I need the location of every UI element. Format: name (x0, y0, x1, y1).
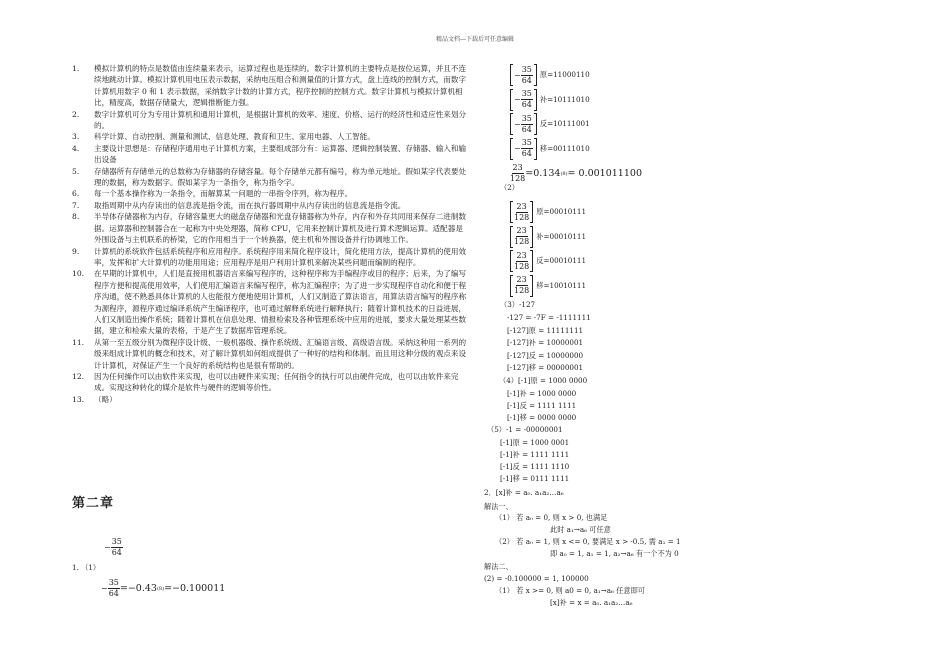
code-line: [-1]移 = 0111 1111 (500, 474, 570, 483)
fraction-numerator: 35 (521, 89, 532, 98)
answer-item (72, 394, 467, 405)
code-value: 反=00010111 (536, 256, 587, 265)
binary-value: = 0.001011100 (567, 168, 642, 179)
method-1-case-2-note: 即 a₀ = 1, a₁ = 1, a₂→a₆ 有一个不为 0 (550, 549, 679, 558)
method-2-label: 解法二、 (484, 562, 513, 571)
fraction-23-128-conversion (510, 164, 642, 183)
right-bracket (530, 275, 533, 297)
method-1-case-1: （1） 若 a₀ = 0, 则 x > 0, 也满足 (495, 513, 608, 522)
answer-item (72, 200, 467, 211)
fraction-numerator: 35 (521, 64, 532, 74)
method-1-case-1-note: 此时 a₁→a₆ 可任意 (550, 525, 611, 534)
fraction (521, 66, 533, 85)
part-3-label: （3）-127 (500, 300, 536, 309)
code-line: [-1]移 = 0000 0000 (507, 413, 577, 422)
fraction-numerator: 23 (516, 250, 527, 260)
part-4-label: （4）[-1]原 = 1000 0000 (499, 376, 588, 385)
decimal-conversion (101, 579, 225, 598)
answer-text: 模拟计算机的特点是数值由连续量来表示，运算过程也是连续的。数字计算机的主要特点是按位运算，并且不连续地跳动计算。模拟计算机用电压表示数据，采纳电压组合和测量值的计算方式，盘上连线的控制方式，而数字计算机用数字 0 和 1 表示数据，采纳数字计数的计算方式，程序控制的控制方式。数字计算机与模拟计算机相比，精度高，数据存储量大，逻辑推断能力强。 (94, 64, 467, 108)
method-2-case-1-note: [x]补 = x = a₀. a₁a₂…a₆ (550, 598, 633, 607)
octal-value: =−0.43 (119, 583, 157, 594)
left-bracket (510, 64, 513, 86)
left-bracket (510, 138, 513, 160)
answer-text: 取指周期中从内存读出的信息流是指令流，而在执行器周期中从内存读出的信息流是指令流。 (94, 200, 406, 210)
answer-text: 每一个基本操作称为一条指令，而解算某一问题的一串指令序列，称为程序。 (94, 189, 353, 199)
fraction-denominator: 128 (514, 237, 530, 246)
code-line: -127 = -7F = -1111111 (507, 313, 591, 322)
answer-text: 主要设计思想是：存储程序通用电子计算机方案，主要组成部分有：运算器、逻辑控制装置、存储器、输入和输出设备 (94, 143, 467, 165)
base-subscript: (8) (560, 170, 568, 177)
left-bracket (510, 113, 513, 135)
code-line: [-1]补 = 1000 0000 (507, 389, 577, 398)
answer-item (72, 246, 467, 269)
answer-number: 8. (72, 212, 80, 222)
code-value: 移=00111010 (539, 143, 590, 153)
fraction-numerator: 23 (512, 163, 523, 172)
page-header: 精品文档---下载后可任意编辑 (435, 36, 515, 43)
method-1-case-2: （2） 若 a₀ = 1, 则 x <= 0, 要满足 x > -0.5, 需 a₁ = 1 (495, 537, 681, 546)
octal-value: =0.134 (525, 168, 561, 179)
method-2-line-0: (2) = -0.100000 = 1, 100000 (484, 574, 589, 583)
code-row (510, 113, 590, 135)
fraction (514, 276, 529, 295)
fraction (111, 538, 123, 557)
question-2-title: 2．[x]补 = a₀. a₁a₂…a₆ (484, 488, 564, 497)
question-1-label: 1. （1） (72, 563, 101, 572)
minus-sign: − (514, 70, 521, 80)
answer-text: 半导体存储器称为内存，存储容量更大的磁盘存储器和光盘存储器称为外存，内存和外存共同用来保存二进制数据。运算器和控制器合在一起称为中央处理器，简称 CPU，它用来控制计算机及进行算术逻辑运算。适配器是外围设备与主机联系的桥梁，它的作用相当于一个转换器，使主机和外围设备并行协调地工作。 (94, 212, 467, 245)
answer-item (72, 337, 467, 371)
fraction-numerator: 23 (516, 201, 527, 211)
code-row (510, 138, 590, 160)
code-value: 原=00010111 (536, 207, 587, 216)
answer-item (72, 109, 467, 132)
fraction-denominator: 128 (510, 174, 526, 183)
base-subscript: (8) (156, 585, 165, 592)
answer-number: 2. (72, 109, 80, 119)
binary-value: =−0.100011 (164, 583, 226, 594)
code-value: 补=00010111 (536, 231, 587, 241)
code-value: 补=10111010 (539, 94, 590, 104)
answer-number: 10. (72, 269, 85, 279)
answer-text: 数字计算机可分为专用计算机和通用计算机，是根据计算机的效率、速度、价格、运行的经济性和适应性来划分的。 (94, 109, 467, 131)
answer-number: 5. (72, 166, 80, 176)
fraction-denominator: 64 (521, 149, 532, 158)
right-bracket (530, 226, 533, 248)
code-line: [-1]反 = 1111 1111 (507, 401, 577, 410)
answer-number: 4. (72, 143, 80, 153)
standalone-fraction (104, 538, 123, 557)
fraction-numerator: 35 (108, 578, 119, 587)
answer-text: 科学计算、自动控制、测量和测试、信息处理、教育和卫生、家用电器、人工智能。 (94, 132, 375, 142)
answer-number: 1. (72, 64, 80, 73)
code-line: [-127]移 = 00000001 (507, 363, 584, 372)
code-row (510, 226, 586, 248)
answer-item (72, 143, 467, 166)
minus-sign: − (514, 144, 521, 153)
right-bracket (534, 89, 537, 111)
answer-number: 9. (72, 246, 80, 256)
fraction (510, 164, 525, 183)
answer-text: （略） (94, 394, 117, 404)
answer-item (72, 63, 467, 109)
code-line: [-1]原 = 1000 0001 (500, 438, 570, 447)
minus-sign: − (101, 584, 108, 593)
answer-number: 12. (72, 371, 85, 381)
answer-text: 因为任何操作可以由软件来实现，也可以由硬件来实现；任何指令的执行可以由硬件完成，也可以由软件来完成。实现这种转化的媒介是软件与硬件的逻辑等价性。 (94, 371, 459, 393)
code-row (510, 64, 590, 86)
right-bracket (534, 113, 537, 135)
answer-item (72, 268, 467, 336)
answer-item (72, 131, 467, 142)
code-line: [-1]补 = 1111 1111 (500, 450, 570, 459)
fraction-denominator: 64 (521, 75, 532, 85)
fraction (514, 227, 529, 246)
code-line: [-1]反 = 1111 1110 (500, 462, 570, 471)
answer-number: 7. (72, 200, 80, 210)
left-bracket (510, 89, 513, 111)
minus-sign: − (514, 95, 521, 104)
fraction-denominator: 64 (521, 100, 532, 109)
right-bracket (530, 250, 533, 272)
fraction-denominator: 64 (111, 548, 122, 557)
answer-number: 3. (72, 132, 80, 142)
part-2-label: （2） (500, 183, 519, 192)
fraction-numerator: 35 (111, 537, 122, 546)
code-row (510, 201, 586, 223)
fraction (521, 90, 533, 109)
fraction-denominator: 64 (521, 124, 532, 134)
fraction-numerator: 35 (521, 113, 532, 123)
answer-item (72, 188, 467, 199)
left-bracket (510, 201, 513, 223)
fraction-numerator: 23 (516, 275, 527, 284)
fraction-denominator: 128 (514, 286, 530, 295)
left-bracket (510, 226, 513, 248)
minus-sign: − (514, 119, 521, 129)
answer-list-chapter1 (72, 63, 467, 405)
minus-sign: − (104, 543, 111, 552)
fraction (108, 579, 120, 598)
code-row (510, 275, 586, 297)
chapter-title: 第二章 (72, 496, 115, 511)
answer-item (72, 371, 467, 394)
answer-text: 计算机的系统软件包括系统程序和应用程序。系统程序用来简化程序设计，简化使用方法，提高计算机的使用效率，发挥和扩大计算机的功能用用途；应用程序是用户利用计算机来解决某些问题而编制的程序。 (94, 246, 467, 267)
fraction (521, 115, 533, 134)
answer-text: 在早期的计算机中，人们是直接用机器语言来编写程序的，这种程序称为手编程序或目的程序；后来，为了编写程序方便和提高使用效率，人们使用汇编语言来编写程序，称为汇编程序；为了进一步实现程序自动化和便于程序沟通，使不熟悉具体计算机的人也能很方便地使用计算机，人们又制造了算法语言，用算法语言编写的程序称为源程序，源程序通过编译系统产生编译程序，也可通过解释系统进行解释执行；随着计算机技术的日益进展，人们又制造出操作系统；随着计算机在信息处理、情报检索及各种管理系统中应用的进展，要求大量处理某些数据，建立和检索大量的表格，于是产生了数据库管理系统。 (94, 269, 467, 336)
part-5-label: （5）-1 = -00000001 (487, 425, 563, 434)
fraction-denominator: 128 (514, 212, 530, 222)
answer-item (72, 211, 467, 245)
right-bracket (534, 64, 537, 86)
left-bracket (510, 250, 513, 272)
answer-text: 存储器所有存储单元的总数称为存储器的存储容量。每个存储单元都有编号，称为单元地址。假如某字代表要处理的数据，称为数据字。假如某字为一条指令，称为指令字。 (94, 166, 467, 188)
method-2-case-1: （1） 若 x >= 0, 则 a0 = 0, a₁→a₆ 任意即可 (495, 586, 645, 595)
answer-item (72, 166, 467, 189)
right-bracket (534, 138, 537, 160)
code-line: [-127]补 = 10000001 (507, 338, 584, 347)
left-bracket (510, 275, 513, 297)
code-row (510, 89, 590, 111)
right-bracket (530, 201, 533, 223)
answer-number: 13. (72, 394, 85, 404)
fraction (514, 252, 529, 271)
code-value: 反=10111001 (539, 119, 590, 128)
fraction-numerator: 23 (516, 226, 527, 235)
answer-number: 6. (72, 189, 80, 199)
code-value: 原=11000110 (539, 70, 590, 79)
code-line: [-127]原 = 11111111 (507, 325, 584, 335)
fraction-numerator: 35 (521, 138, 532, 147)
fraction-denominator: 128 (514, 261, 530, 271)
fraction (521, 139, 533, 158)
fraction (514, 203, 529, 222)
answer-text: 从第一至五级分别为微程序设计级、一般机器级、操作系统级、汇编语言级、高级语言级。采纳这种用一系列的级来组成计算机的概念和技术，对了解计算机如何组成提供了一种好的结构和体制。而且用这种分级的观点来设计计算机，对保证产生一个良好的系统结构也是很有帮助的。 (94, 337, 467, 370)
code-value: 移=10010111 (536, 280, 587, 290)
code-row (510, 250, 586, 272)
code-line: [-127]反 = 10000000 (507, 350, 584, 360)
answer-number: 11. (72, 337, 85, 347)
fraction-denominator: 64 (108, 589, 119, 598)
method-1-label: 解法一、 (484, 502, 513, 511)
